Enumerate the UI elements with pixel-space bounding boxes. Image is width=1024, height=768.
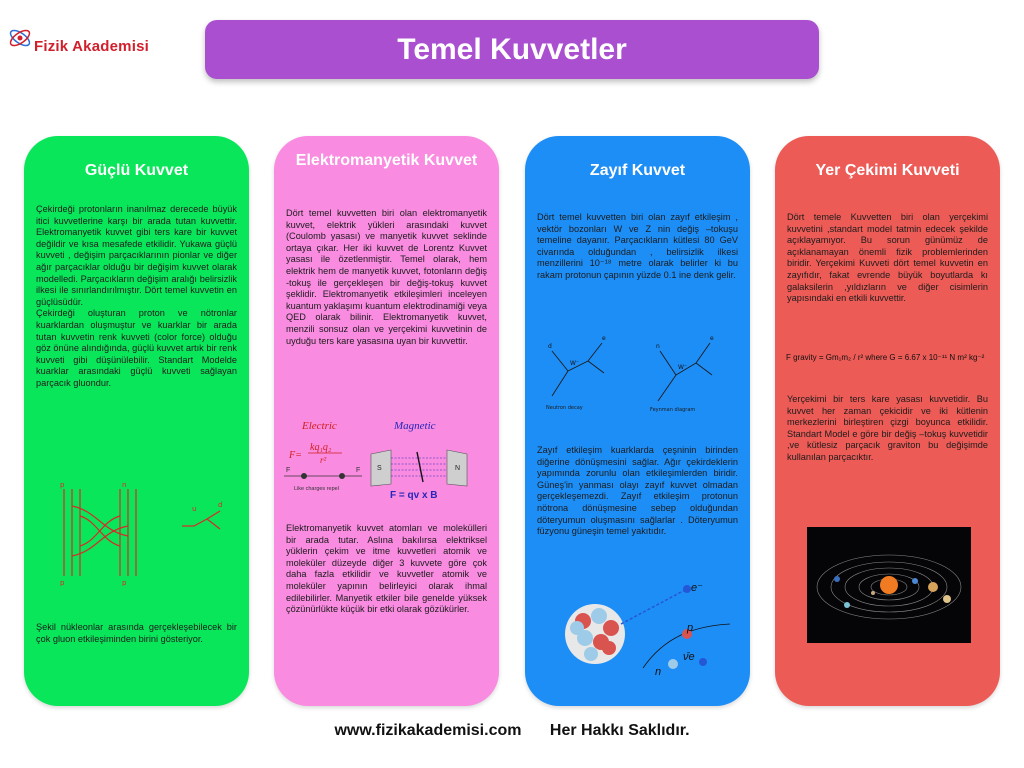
svg-text:p: p [60, 481, 65, 489]
magnetic-label: Magnetic [394, 420, 436, 432]
svg-text:e: e [602, 335, 606, 342]
gravity-paragraph-1: Dört temele Kuvvetten biri olan yerçekimi kuvvetini ,standart model tatmin edecek şekilde açıklayamıyor. Bu sorun günümüz de açıklanamayan önemli fizik problemlerinden biridir. Yerçekimi Kuvveti dört temel kuvvetin en zayıfıdır, fakat evrende büyük boyutlarda kı galaksilerin ,yıldızların ve diğer cisimlerin yapısındaki en etkili kuvvettir. [787, 212, 988, 304]
svg-text:W⁻: W⁻ [570, 360, 580, 367]
svg-text:n: n [122, 481, 127, 489]
svg-text:F=: F= [289, 450, 302, 461]
svg-text:u: u [192, 505, 197, 513]
particle-antineutrino-label: ν̄e [683, 651, 695, 663]
like-charges-label: Like charges repel [294, 486, 339, 492]
svg-text:N: N [455, 465, 461, 472]
svg-text:d: d [548, 343, 552, 350]
svg-text:S: S [377, 465, 382, 472]
gravity-title: Yer Çekimi Kuvveti [815, 162, 960, 179]
nucleus-decay-icon [555, 576, 735, 686]
strong-force-title: Güçlü Kuvvet [84, 162, 189, 179]
weak-force-title: Zayıf Kuvvet [589, 162, 686, 179]
svg-text:p: p [60, 579, 65, 586]
lorentz-formula: F = qv x B [390, 490, 438, 501]
svg-text:W⁻: W⁻ [678, 364, 688, 371]
coulomb-force-icon [282, 436, 372, 491]
footer-website-link[interactable]: www.fizikakademisi.com [334, 722, 522, 739]
strong-force-caption: Şekil nükleonlar arasında gerçekleşebilecek bir çok gluon etkileşiminden birini gösteriyor. [36, 622, 237, 644]
weak-force-paragraph-1: Dört temel kuvvetten biri olan zayıf etkileşim , vektör bozonları W ve Z nin değiş –tokuşu temeline dayanır. Parçacıkların kütlesi 80 GeV civarında olduğundan , belirsizlik ilkesi menzillerini 10⁻¹⁸ metre olarak belirler ki bu rakam protonun çapının yüzde 0.1 ine denk gelir. [537, 212, 738, 280]
magnet-field-icon [369, 448, 469, 488]
beta-decay-feynman-icon [540, 331, 730, 421]
footer [0, 722, 1024, 740]
electromagnetic-paragraph-2: Elektromanyetik kuvvet atomları ve molekülleri bir arada tutar. Aslına bakılırsa elektriksel yüklerin çekim ve itme kuvvetleri atomik ve moleküler düzeyde diğer 3 kuvvete göre çok daha fazla etkilidir ve kuvvetler atomik ve moleküler yapının belirleyici olarak ihmal edilebilirler. Manyetik etkiler bile genelde yüksek çözünürlükte küçük bir etki olarak gözükürler. [286, 523, 487, 615]
solar-system-image-icon [807, 527, 971, 643]
brand-name: Fizik Akademisi [34, 38, 149, 55]
svg-text:n: n [656, 343, 660, 350]
page-title: Temel Kuvvetler [397, 33, 627, 66]
page-title-bar [205, 20, 819, 79]
electromagnetic-panel [274, 136, 499, 706]
svg-text:Feynman diagram: Feynman diagram [650, 407, 696, 413]
svg-text:d: d [218, 501, 223, 509]
electric-label: Electric [302, 420, 337, 432]
gravity-paragraph-2: Yerçekimi bir ters kare yasası kuvvetidir. Bu kuvvet her zaman çekicidir ve iki kütlenin merkezlerini birleştiren çizgi boyunca etkilidir. Standart Model e göre bir değiş –tokuş kuvvetidir ,ve kütlesiz parçacık graviton bu değişimde kullanılan parçacıktır. [787, 394, 988, 462]
electromagnetic-paragraph-1: Dört temel kuvvetten biri olan elektromanyetik kuvvet, elektrik yükleri arasındaki kuvvet (Coulomb yasası) ve manyetik kuvvet seklinde ortaya çıkar. Her iki kuvvet de Lorentz Kuvvet yasası ile özetlenmiştir. Temel olarak, hem elektrik hem de manyetik kuvvet, fotonların değiş -tokuş ile gerçekleşen bir değiş-tokuş kuvvet şeklidir. Elektromanyetik etkileşimleri inceleyen kuantum yaklaşımı kuantum elektrodinamiği veya QED olarak bilinir. Elektromanyetik kuvvet, menzili sonsuz olan ve yerçekimi kuvvetinin de uyduğu ters kare yasasına uyan bir kuvvettir. [286, 208, 487, 346]
particle-electron-label: e⁻ [691, 582, 703, 594]
svg-text:e: e [710, 335, 714, 342]
strong-force-paragraph-1: Çekirdeği protonların inanılmaz derecede büyük itici kuvvetlerine karşı bir arada tutan kuvvettir. Elektromanyetik kuvvet gibi ters kare bir kuvvet değildir ve kısa mesafede etkilidir. Yukawa güçlü kuvveti , değişim parçacıklarının pionlar ve diğer ağır parçacıklar olduğu bir değişim kuvvet olarak modelledi. Parçacıkların değişim aralığı belirsizlik ilkesi ile sınırlandırılmıştır. Dört temel kuvvetin en güçlüsüdür. [36, 204, 237, 307]
gluon-exchange-diagram-icon [42, 481, 232, 586]
footer-rights: Her Hakkı Saklıdır. [549, 722, 690, 739]
electromagnetic-title: Elektromanyetik Kuvvet [295, 152, 478, 169]
particle-proton-label: p [687, 622, 694, 634]
gravity-panel [775, 136, 1000, 706]
gravity-equation: F gravity = Gm₁m₂ / r² where G = 6.67 x 10⁻¹¹ N m² kg⁻² [786, 353, 985, 362]
weak-force-panel [525, 136, 750, 706]
svg-text:F: F [356, 467, 361, 474]
svg-text:kq₁q₂: kq₁q₂ [310, 442, 332, 453]
strong-force-panel [24, 136, 249, 706]
svg-text:F: F [286, 467, 291, 474]
svg-text:p: p [122, 579, 127, 586]
weak-force-paragraph-2: Zayıf etkileşim kuarklarda çeşninin birinden diğerine dönüşmesini sağlar. Ağır çekirdeklerin yapımında zorunlu olan etkileşimlerden biridir. Güneş'in yanması olayı zayıf kuvvet olmadan gerçekleşemezdi. Zayıf etkileşim protonun nötrona dönüşmesine sebep olduğundan döteryumun oluşmasını sağlarlar . Döteryumun füzyonu güneşin temel yakıtıdır. [537, 445, 738, 537]
strong-force-paragraph-2: Çekirdeği oluşturan proton ve nötronlar kuarklardan oluşmuştur ve kuarklar bir arada tutan kuvvetin renk kuvveti (color force) olduğu göz önüne alındığında, güçlü kuvvet artık bir renk kuvveti gibi düşünülebilir. Standart Modelde kuarklar arasındaki güçlü kuvveti sağlayan parçacık gluondur. [36, 308, 237, 388]
svg-text:r²: r² [320, 455, 327, 465]
strong-force-text [36, 204, 237, 390]
svg-text:Neutron decay: Neutron decay [546, 405, 583, 411]
particle-neutron-label: n [655, 666, 662, 678]
